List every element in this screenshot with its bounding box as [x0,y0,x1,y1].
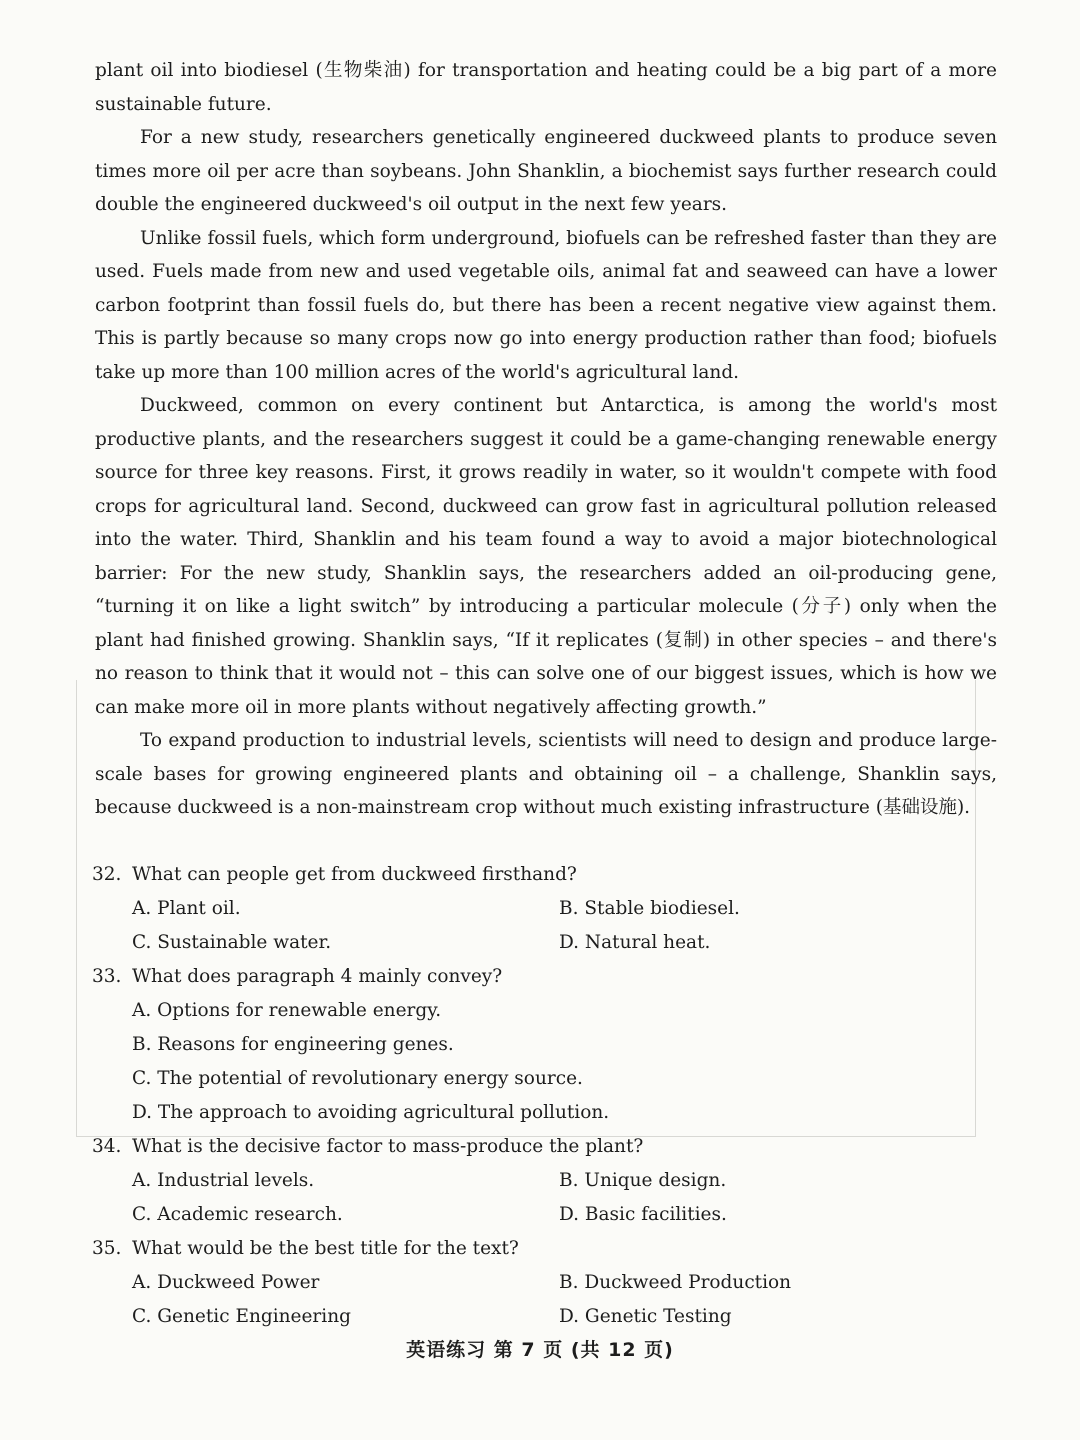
option-d[interactable]: D. Genetic Testing [559,1306,732,1327]
question-stem [92,1130,997,1164]
option-b[interactable]: B. Duckweed Production [559,1272,792,1293]
question-number: 34. [92,1136,122,1157]
option-list [92,994,997,1130]
passage-paragraph-4: Duckweed, common on every continent but Antarctica, is among the world's most productive plants, and the researchers suggest it could be a game-changing renewable energy source for three key reasons. First, it grows readily in water, so it wouldn't compete with food crops for agricultural land. Second, duckweed can grow fast in agricultural pollution released into the water. Third, Shanklin and his team found a way to avoid a major biotechnological barrier: For the new study, Shanklin says, the researchers added an oil-producing gene, “turning it on like a light switch” by introducing a particular molecule (分子) only when the plant had finished growing. Shanklin says, “If it replicates (复制) in other species – and there's no reason to think that it would not – this can solve one of our biggest issues, which is how we can make more oil in more plants without negatively affecting growth.” [95,395,997,718]
question-stem [92,858,997,892]
passage-paragraph-2: For a new study, researchers genetically engineered duckweed plants to produce seven times more oil per acre than soybeans. John Shanklin, a biochemist says further research could double the engineered duckweed's oil output in the next few years. [95,127,997,215]
question-32 [92,858,997,960]
option-a[interactable]: A. Duckweed Power [132,1272,320,1293]
option-b[interactable]: B. Unique design. [559,1170,727,1191]
option-a[interactable]: A. Plant oil. [132,898,241,919]
question-list [92,858,997,1334]
reading-passage [95,54,997,825]
passage-paragraph-3: Unlike fossil fuels, which form underground, biofuels can be refreshed faster than they are used. Fuels made from new and used vegetable oils, animal fat and seaweed can have a lower carbon footprint than fossil fuels do, but there has been a recent negative view against them. This is partly because so many crops now go into energy production rather than food; biofuels take up more than 100 million acres of the world's agricultural land. [95,227,997,383]
page-footer: 英语练习 第 7 页 (共 12 页) [406,1339,674,1361]
option-grid [92,1266,997,1334]
question-number: 33. [92,966,122,987]
question-34 [92,1130,997,1232]
option-d[interactable]: D. Natural heat. [559,932,711,953]
option-b[interactable]: B. Reasons for engineering genes. [132,1034,454,1055]
question-number: 32. [92,864,122,885]
question-text: What would be the best title for the text? [132,1238,519,1259]
question-number: 35. [92,1238,122,1259]
option-a[interactable]: A. Industrial levels. [132,1170,315,1191]
option-c[interactable]: C. Academic research. [132,1204,343,1225]
option-c[interactable]: C. Sustainable water. [132,932,332,953]
option-grid [92,892,997,960]
option-grid [92,1164,997,1232]
option-c[interactable]: C. Genetic Engineering [132,1306,351,1327]
option-d[interactable]: D. The approach to avoiding agricultural pollution. [132,1102,610,1123]
question-text: What does paragraph 4 mainly convey? [132,966,503,987]
option-d[interactable]: D. Basic facilities. [559,1204,727,1225]
question-text: What can people get from duckweed firsthand? [132,864,577,885]
question-35 [92,1232,997,1334]
passage-paragraph-5: To expand production to industrial levels, scientists will need to design and produce large-scale bases for growing engineered plants and obtaining oil – a challenge, Shanklin says, because duckweed is a non-mainstream crop without much existing infrastructure (基础设施). [95,730,997,818]
option-b[interactable]: B. Stable biodiesel. [559,898,740,919]
option-a[interactable]: A. Options for renewable energy. [132,1000,442,1021]
passage-paragraph-1: plant oil into biodiesel (生物柴油) for transportation and heating could be a big part of a more sustainable future. [95,60,997,115]
question-stem [92,1232,997,1266]
question-text: What is the decisive factor to mass-produce the plant? [132,1136,644,1157]
option-c[interactable]: C. The potential of revolutionary energy source. [132,1068,583,1089]
question-stem [92,960,997,994]
question-33 [92,960,997,1130]
